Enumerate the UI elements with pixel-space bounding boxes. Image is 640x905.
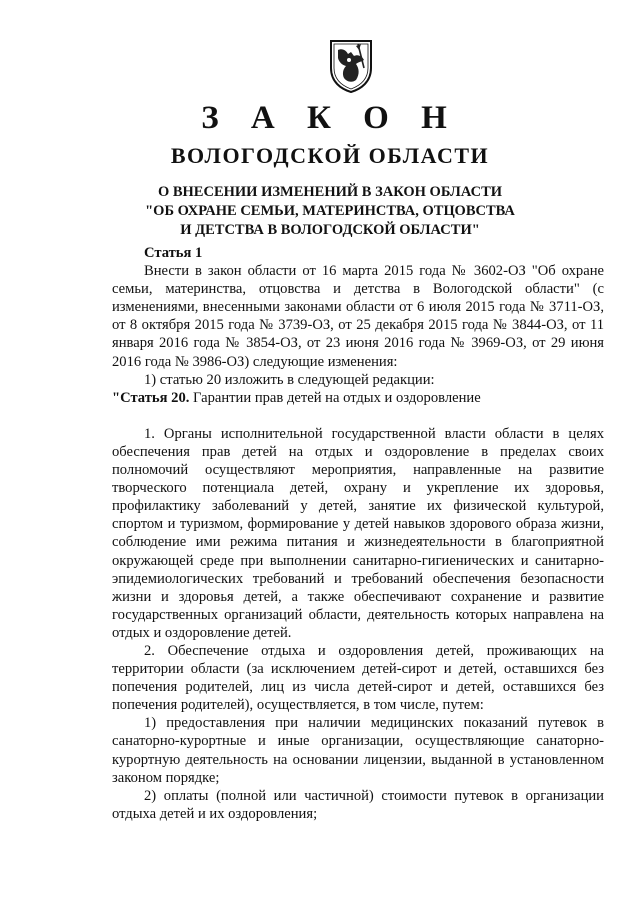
article-20-heading bbox=[112, 389, 604, 407]
subtitle-line-3: И ДЕТСТВА В ВОЛОГОДСКОЙ ОБЛАСТИ" bbox=[180, 222, 480, 238]
article-20-point-2-sub-1: 1) предоставления при наличии медицинских показаний путевок в санаторно-курортные и иные организации, осуществляющие санаторно-курортную деятельность на основании лицензии, выданной в установленном законом порядке; bbox=[112, 715, 604, 786]
coat-of-arms-emblem bbox=[328, 38, 374, 94]
article-1-item-1: 1) статью 20 изложить в следующей редакции: bbox=[144, 371, 435, 388]
law-body bbox=[112, 244, 604, 823]
article-1-heading: Статья 1 bbox=[144, 245, 203, 261]
article-20-point-1: 1. Органы исполнительной государственной власти области в целях обеспечения прав детей на отдых и оздоровление в пределах своих полномочий осуществляют мероприятия, направленные на развитие творческого потенциала детей, охрану и укрепление их здоровья, профилактику заболеваний у детей, занятие их физической культурой, спортом и туризмом, формирование у детей навыков здорового образа жизни, соблюдение ими режима питания и жизнедеятельности в благоприятной окружающей среде при выполнении санитарно-гигиенических и санитарно-эпидемиологических требований и требований обеспечения безопасности жизни и здоровья детей, а также обеспечивают сохранение и развитие государственных организаций области, деятельность которых направлена на отдых и оздоровление детей. bbox=[112, 425, 604, 641]
article-20-title: Гарантии прав детей на отдых и оздоровление bbox=[189, 389, 481, 406]
article-20-point-2: 2. Обеспечение отдыха и оздоровления детей, проживающих на территории области (за исключением детей-сирот и детей, оставшихся без попечения родителей, лиц из числа детей-сирот и детей, оставшихся без попечения родителей), осуществляется, в том числе, путем: bbox=[112, 642, 604, 714]
subtitle-line-2: "ОБ ОХРАНЕ СЕМЬИ, МАТЕРИНСТВА, ОТЦОВСТВА bbox=[145, 203, 515, 219]
subtitle-line-1: О ВНЕСЕНИИ ИЗМЕНЕНИЙ В ЗАКОН ОБЛАСТИ bbox=[157, 184, 503, 200]
article-20-point-2-sub-2: 2) оплаты (полной или частичной) стоимости путевок в организации отдыха детей и их оздоровления; bbox=[112, 787, 604, 822]
paragraph-gap bbox=[112, 407, 604, 425]
article-20-label: "Статья 20. bbox=[112, 389, 190, 406]
law-title: З А К О Н bbox=[201, 100, 459, 136]
region-title: ВОЛОГОДСКОЙ ОБЛАСТИ bbox=[170, 143, 490, 168]
article-1-intro: Внести в закон области от 16 марта 2015 года № 3602-ОЗ "Об охране семьи, материнства, отцовства и детства в Вологодской области" (с изменениями, внесенными законами области от 6 июля 2015 года № 3711-ОЗ, от 8 октября 2015 года № 3739-ОЗ, от 25 декабря 2015 года № 3844-ОЗ, от 11 января 2016 года № 3854-ОЗ, от 23 июня 2016 года № 3969-ОЗ, от 29 июня 2016 года № 3986-ОЗ) следующие изменения: bbox=[112, 263, 604, 370]
